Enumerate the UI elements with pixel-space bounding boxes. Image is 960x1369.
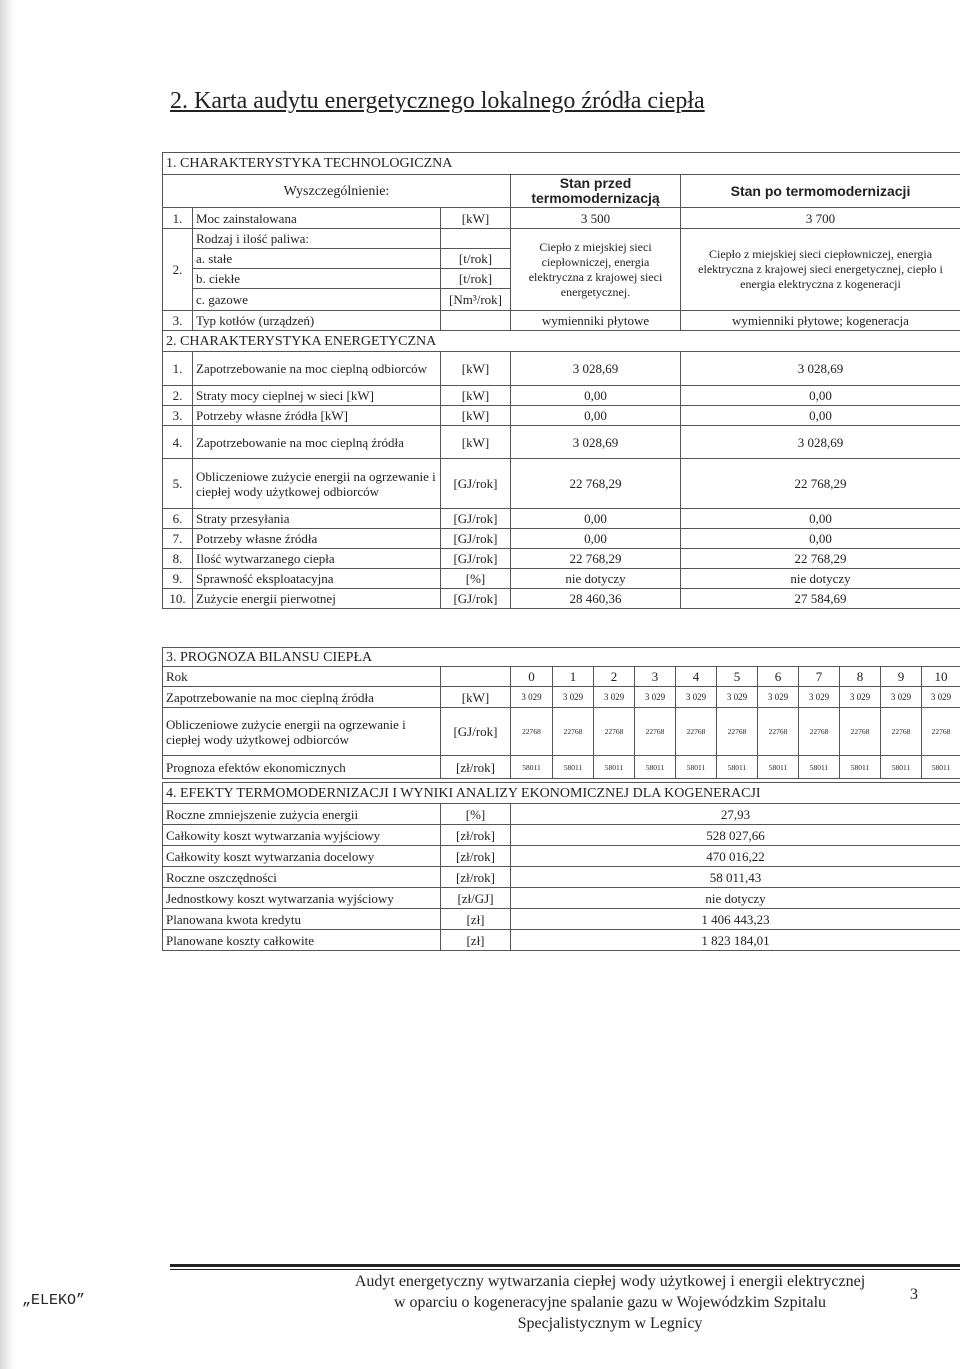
value-cell: 3 029 [881,687,922,708]
row-unit: [zł/rok] [441,867,511,888]
row-after: 22 768,29 [681,549,960,569]
year-cell: 1 [553,667,594,687]
value-cell: 3 029 [676,687,717,708]
row-after: 3 028,69 [681,426,960,459]
value-cell: 3 029 [799,687,840,708]
footer-line: w oparciu o kogeneracyjne spalanie gazu w Wojewódzkim Szpitalu [393,1294,827,1311]
fuel-gas: c. gazowe [193,289,441,311]
table-row [163,930,960,951]
row-number: 2. [163,229,193,311]
page-title: 2. Karta audytu energetycznego lokalnego źródła ciepła [170,88,705,114]
row-label: Zapotrzebowanie na moc cieplną odbiorców [193,352,441,386]
row-unit: [kW] [441,406,511,426]
table-row [163,208,960,229]
row-label: Moc zainstalowana [193,208,441,229]
value-cell: 58011 [676,756,717,779]
footer-rule [170,1264,960,1267]
value-cell: 22768 [840,708,881,756]
year-cell: 6 [758,667,799,687]
value-cell: 58011 [840,756,881,779]
audit-table-main [162,152,960,609]
row-label: Obliczeniowe zużycie energii na ogrzewanie i ciepłej wody użytkowej odbiorców [193,459,441,509]
year-cell: 5 [717,667,758,687]
page-number: 3 [910,1286,918,1303]
row-value: 470 016,22 [511,846,960,867]
row-number: 3. [163,311,193,331]
table-row [163,846,960,867]
year-cell: 3 [635,667,676,687]
row-label: Rodzaj i ilość paliwa: [193,229,441,249]
value-cell: 22768 [799,708,840,756]
row-unit [441,667,511,687]
table-row [163,426,960,459]
row-unit [441,229,511,249]
value-cell: 22768 [922,708,960,756]
table-row [163,687,960,708]
row-number: 1. [163,208,193,229]
row-unit: [zł/rok] [441,825,511,846]
rok-label: Rok [163,667,441,687]
year-cell: 7 [799,667,840,687]
value-cell: 22768 [594,708,635,756]
row-value: 1 823 184,01 [511,930,960,951]
value-cell: 3 029 [553,687,594,708]
header-spec: Wyszczególnienie: [163,175,511,208]
row-unit: [kW] [441,208,511,229]
section-4-heading: 4. EFEKTY TERMOMODERNIZACJI I WYNIKI ANALIZY EKONOMICZNEJ DLA KOGENERACJI [163,783,960,804]
table-row [163,459,960,509]
year-cell: 0 [511,667,553,687]
row-label: Planowana kwota kredytu [163,909,441,930]
row-label: Obliczeniowe zużycie energii na ogrzewanie i ciepłej wody użytkowej odbiorców [163,708,441,756]
row-label: Zapotrzebowanie na moc cieplną źródła [163,687,441,708]
row-value: 1 406 443,23 [511,909,960,930]
footer-rule [170,1269,960,1270]
fuel-before: Ciepło z miejskiej sieci ciepłowniczej, energia elektryczna z krajowej sieci energetycznej. [511,229,681,311]
row-before: wymienniki płytowe [511,311,681,331]
value-cell: 58011 [717,756,758,779]
header-after: Stan po termomodernizacji [681,175,960,208]
footer-line: Audyt energetyczny wytwarzania ciepłej wody użytkowej i energii elektrycznej [354,1273,866,1290]
row-label: Zużycie energii pierwotnej [193,589,441,609]
value-cell: 58011 [881,756,922,779]
row-after: 0,00 [681,386,960,406]
row-number: 8. [163,549,193,569]
value-cell: 3 029 [635,687,676,708]
row-before: 0,00 [511,406,681,426]
row-label: Straty przesyłania [193,509,441,529]
value-cell: 3 029 [511,687,553,708]
value-cell: 3 029 [922,687,960,708]
row-unit: [GJ/rok] [441,549,511,569]
row-unit: [Nm³/rok] [441,289,511,311]
row-before: 3 028,69 [511,352,681,386]
row-unit: [zł/rok] [441,846,511,867]
section-3-heading: 3. PROGNOZA BILANSU CIEPŁA [163,648,960,667]
row-value: 27,93 [511,804,960,825]
row-after: 3 028,69 [681,352,960,386]
row-number: 10. [163,589,193,609]
table-row [163,708,960,756]
row-unit: [kW] [441,426,511,459]
row-label: Potrzeby własne źródła [kW] [193,406,441,426]
row-number: 4. [163,426,193,459]
table-row [163,756,960,779]
header-before: Stan przed termomodernizacją [511,175,681,208]
row-before: 22 768,29 [511,549,681,569]
row-label: Roczne oszczędności [163,867,441,888]
table-row [163,529,960,549]
value-cell: 22768 [511,708,553,756]
row-before: nie dotyczy [511,569,681,589]
row-after: 0,00 [681,509,960,529]
value-cell: 22768 [553,708,594,756]
footer-line: Specjalistycznym w Legnicy [517,1315,703,1332]
row-label: Jednostkowy koszt wytwarzania wyjściowy [163,888,441,909]
year-cell: 8 [840,667,881,687]
value-cell: 22768 [676,708,717,756]
row-before: 0,00 [511,386,681,406]
forecast-table [162,647,960,779]
row-after: 27 584,69 [681,589,960,609]
row-unit: [GJ/rok] [441,529,511,549]
company-name: „ELEKO” [22,1292,86,1309]
value-cell: 22768 [758,708,799,756]
section-2-heading: 2. CHARAKTERYSTYKA ENERGETYCZNA [163,331,960,352]
table-row [163,804,960,825]
year-cell: 10 [922,667,960,687]
row-before: 3 500 [511,208,681,229]
value-cell: 22768 [717,708,758,756]
row-label: Roczne zmniejszenie zużycia energii [163,804,441,825]
table-row [163,549,960,569]
row-number: 3. [163,406,193,426]
section-1-heading: 1. CHARAKTERYSTYKA TECHNOLOGICZNA [163,153,960,175]
row-label: Potrzeby własne źródła [193,529,441,549]
row-label: Prognoza efektów ekonomicznych [163,756,441,779]
fuel-liquid: b. ciekłe [193,269,441,289]
row-number: 9. [163,569,193,589]
fuel-after: Ciepło z miejskiej sieci ciepłowniczej, energia elektryczna z krajowej sieci energetycznej, ciepło i energia elektryczna z kogeneracji [681,229,960,311]
row-unit: [GJ/rok] [441,589,511,609]
row-value: nie dotyczy [511,888,960,909]
row-unit: [zł] [441,930,511,951]
table-row [163,311,960,331]
row-label: Całkowity koszt wytwarzania docelowy [163,846,441,867]
table-row [163,229,960,249]
table-row [163,386,960,406]
row-after: wymienniki płytowe; kogeneracja [681,311,960,331]
table-row [163,867,960,888]
row-label: Planowane koszty całkowite [163,930,441,951]
row-before: 3 028,69 [511,426,681,459]
value-cell: 3 029 [758,687,799,708]
row-unit: [t/rok] [441,269,511,289]
value-cell: 58011 [799,756,840,779]
table-row [163,509,960,529]
value-cell: 3 029 [594,687,635,708]
year-cell: 4 [676,667,717,687]
value-cell: 3 029 [717,687,758,708]
row-label: Ilość wytwarzanego ciepła [193,549,441,569]
row-unit: [t/rok] [441,249,511,269]
row-after: 22 768,29 [681,459,960,509]
row-label: Sprawność eksploatacyjna [193,569,441,589]
row-number: 7. [163,529,193,549]
row-unit: [kW] [441,687,511,708]
row-number: 5. [163,459,193,509]
row-number: 2. [163,386,193,406]
year-cell: 9 [881,667,922,687]
value-cell: 22768 [635,708,676,756]
row-unit: [zł/rok] [441,756,511,779]
row-before: 0,00 [511,509,681,529]
row-unit: [%] [441,804,511,825]
row-label: Typ kotłów (urządzeń) [193,311,441,331]
row-before: 22 768,29 [511,459,681,509]
row-unit: [kW] [441,352,511,386]
fuel-solid: a. stałe [193,249,441,269]
value-cell: 22768 [881,708,922,756]
year-cell: 2 [594,667,635,687]
value-cell: 58011 [511,756,553,779]
row-label: Straty mocy cieplnej w sieci [kW] [193,386,441,406]
row-unit [441,311,511,331]
value-cell: 58011 [758,756,799,779]
row-label: Zapotrzebowanie na moc cieplną źródła [193,426,441,459]
row-number: 6. [163,509,193,529]
row-after: 3 700 [681,208,960,229]
row-before: 0,00 [511,529,681,549]
row-unit: [GJ/rok] [441,509,511,529]
value-cell: 58011 [594,756,635,779]
table-row [163,825,960,846]
effects-table [162,782,960,951]
table-row [163,589,960,609]
value-cell: 58011 [553,756,594,779]
row-unit: [GJ/rok] [441,708,511,756]
value-cell: 58011 [922,756,960,779]
row-unit: [kW] [441,386,511,406]
scan-shadow [0,0,14,1369]
row-value: 528 027,66 [511,825,960,846]
value-cell: 3 029 [840,687,881,708]
row-unit: [zł] [441,909,511,930]
row-value: 58 011,43 [511,867,960,888]
row-label: Całkowity koszt wytwarzania wyjściowy [163,825,441,846]
table-row [163,569,960,589]
footer-text [330,1271,890,1334]
row-before: 28 460,36 [511,589,681,609]
table-row [163,352,960,386]
row-number: 1. [163,352,193,386]
row-unit: [zł/GJ] [441,888,511,909]
row-unit: [GJ/rok] [441,459,511,509]
row-after: 0,00 [681,406,960,426]
row-unit: [%] [441,569,511,589]
table-row [163,909,960,930]
row-after: 0,00 [681,529,960,549]
table-row [163,406,960,426]
value-cell: 58011 [635,756,676,779]
table-row [163,888,960,909]
row-after: nie dotyczy [681,569,960,589]
